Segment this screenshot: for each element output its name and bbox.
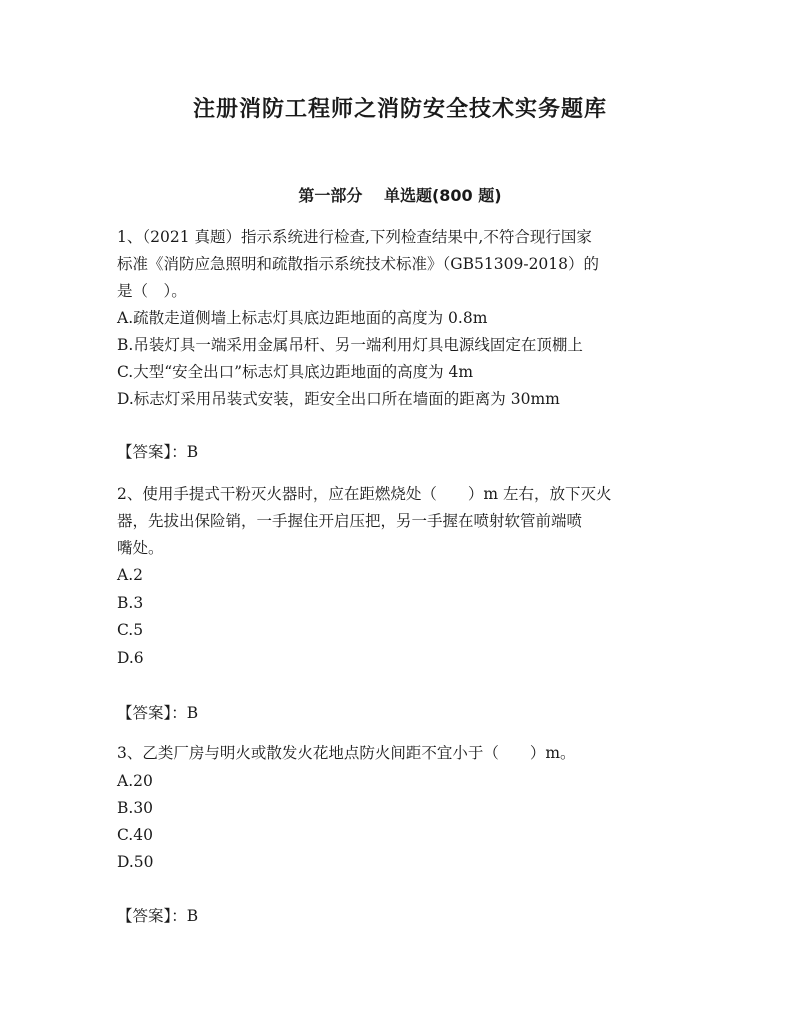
question-2-stem-line-1: 2、使用手提式干粉灭火器时，应在距燃烧处（ ）m 左右，放下灭火 <box>117 485 612 503</box>
question-2-option-a: A.2 <box>117 566 143 584</box>
question-3-option-b: B.30 <box>117 799 154 817</box>
question-1-answer: 【答案】：B <box>117 443 199 461</box>
question-3-option-d: D.50 <box>117 853 154 871</box>
page-title: 注册消防工程师之消防安全技术实务题库 <box>192 97 607 122</box>
question-3-stem-line-1: 3、乙类厂房与明火或散发火花地点防火间距不宜小于（ ）m。 <box>117 744 576 762</box>
question-2-answer: 【答案】：B <box>117 704 199 722</box>
section-heading: 第一部分 单选题(800 题) <box>298 186 502 205</box>
question-3-option-a: A.20 <box>117 772 153 790</box>
question-1-stem-line-3: 是（ ）。 <box>117 282 187 300</box>
question-2-option-d: D.6 <box>117 649 144 667</box>
question-2-option-b: B.3 <box>117 594 144 612</box>
question-2-stem-line-2: 器，先拔出保险销，一手握住开启压把，另一手握在喷射软管前端喷 <box>117 512 583 530</box>
question-1-option-a: A.疏散走道侧墙上标志灯具底边距地面的高度为 0.8m <box>117 309 488 327</box>
question-1-stem-line-2: 标准《消防应急照明和疏散指示系统技术标准》（GB51309-2018）的 <box>117 255 600 273</box>
question-3-option-c: C.40 <box>117 826 153 844</box>
question-2-option-c: C.5 <box>117 621 144 639</box>
question-1-option-d: D.标志灯采用吊装式安装，距安全出口所在墙面的距离为 30mm <box>117 390 560 408</box>
question-1-stem-line-1: 1、（2021 真题）指示系统进行检查,下列检查结果中,不符合现行国家 <box>117 228 592 246</box>
question-1-option-b: B.吊装灯具一端采用金属吊杆、另一端利用灯具电源线固定在顶棚上 <box>117 336 583 354</box>
question-3-answer: 【答案】：B <box>117 907 199 925</box>
question-1-option-c: C.大型“安全出口”标志灯具底边距地面的高度为 4m <box>117 363 474 381</box>
question-2-stem-line-3: 嘴处。 <box>117 539 164 557</box>
